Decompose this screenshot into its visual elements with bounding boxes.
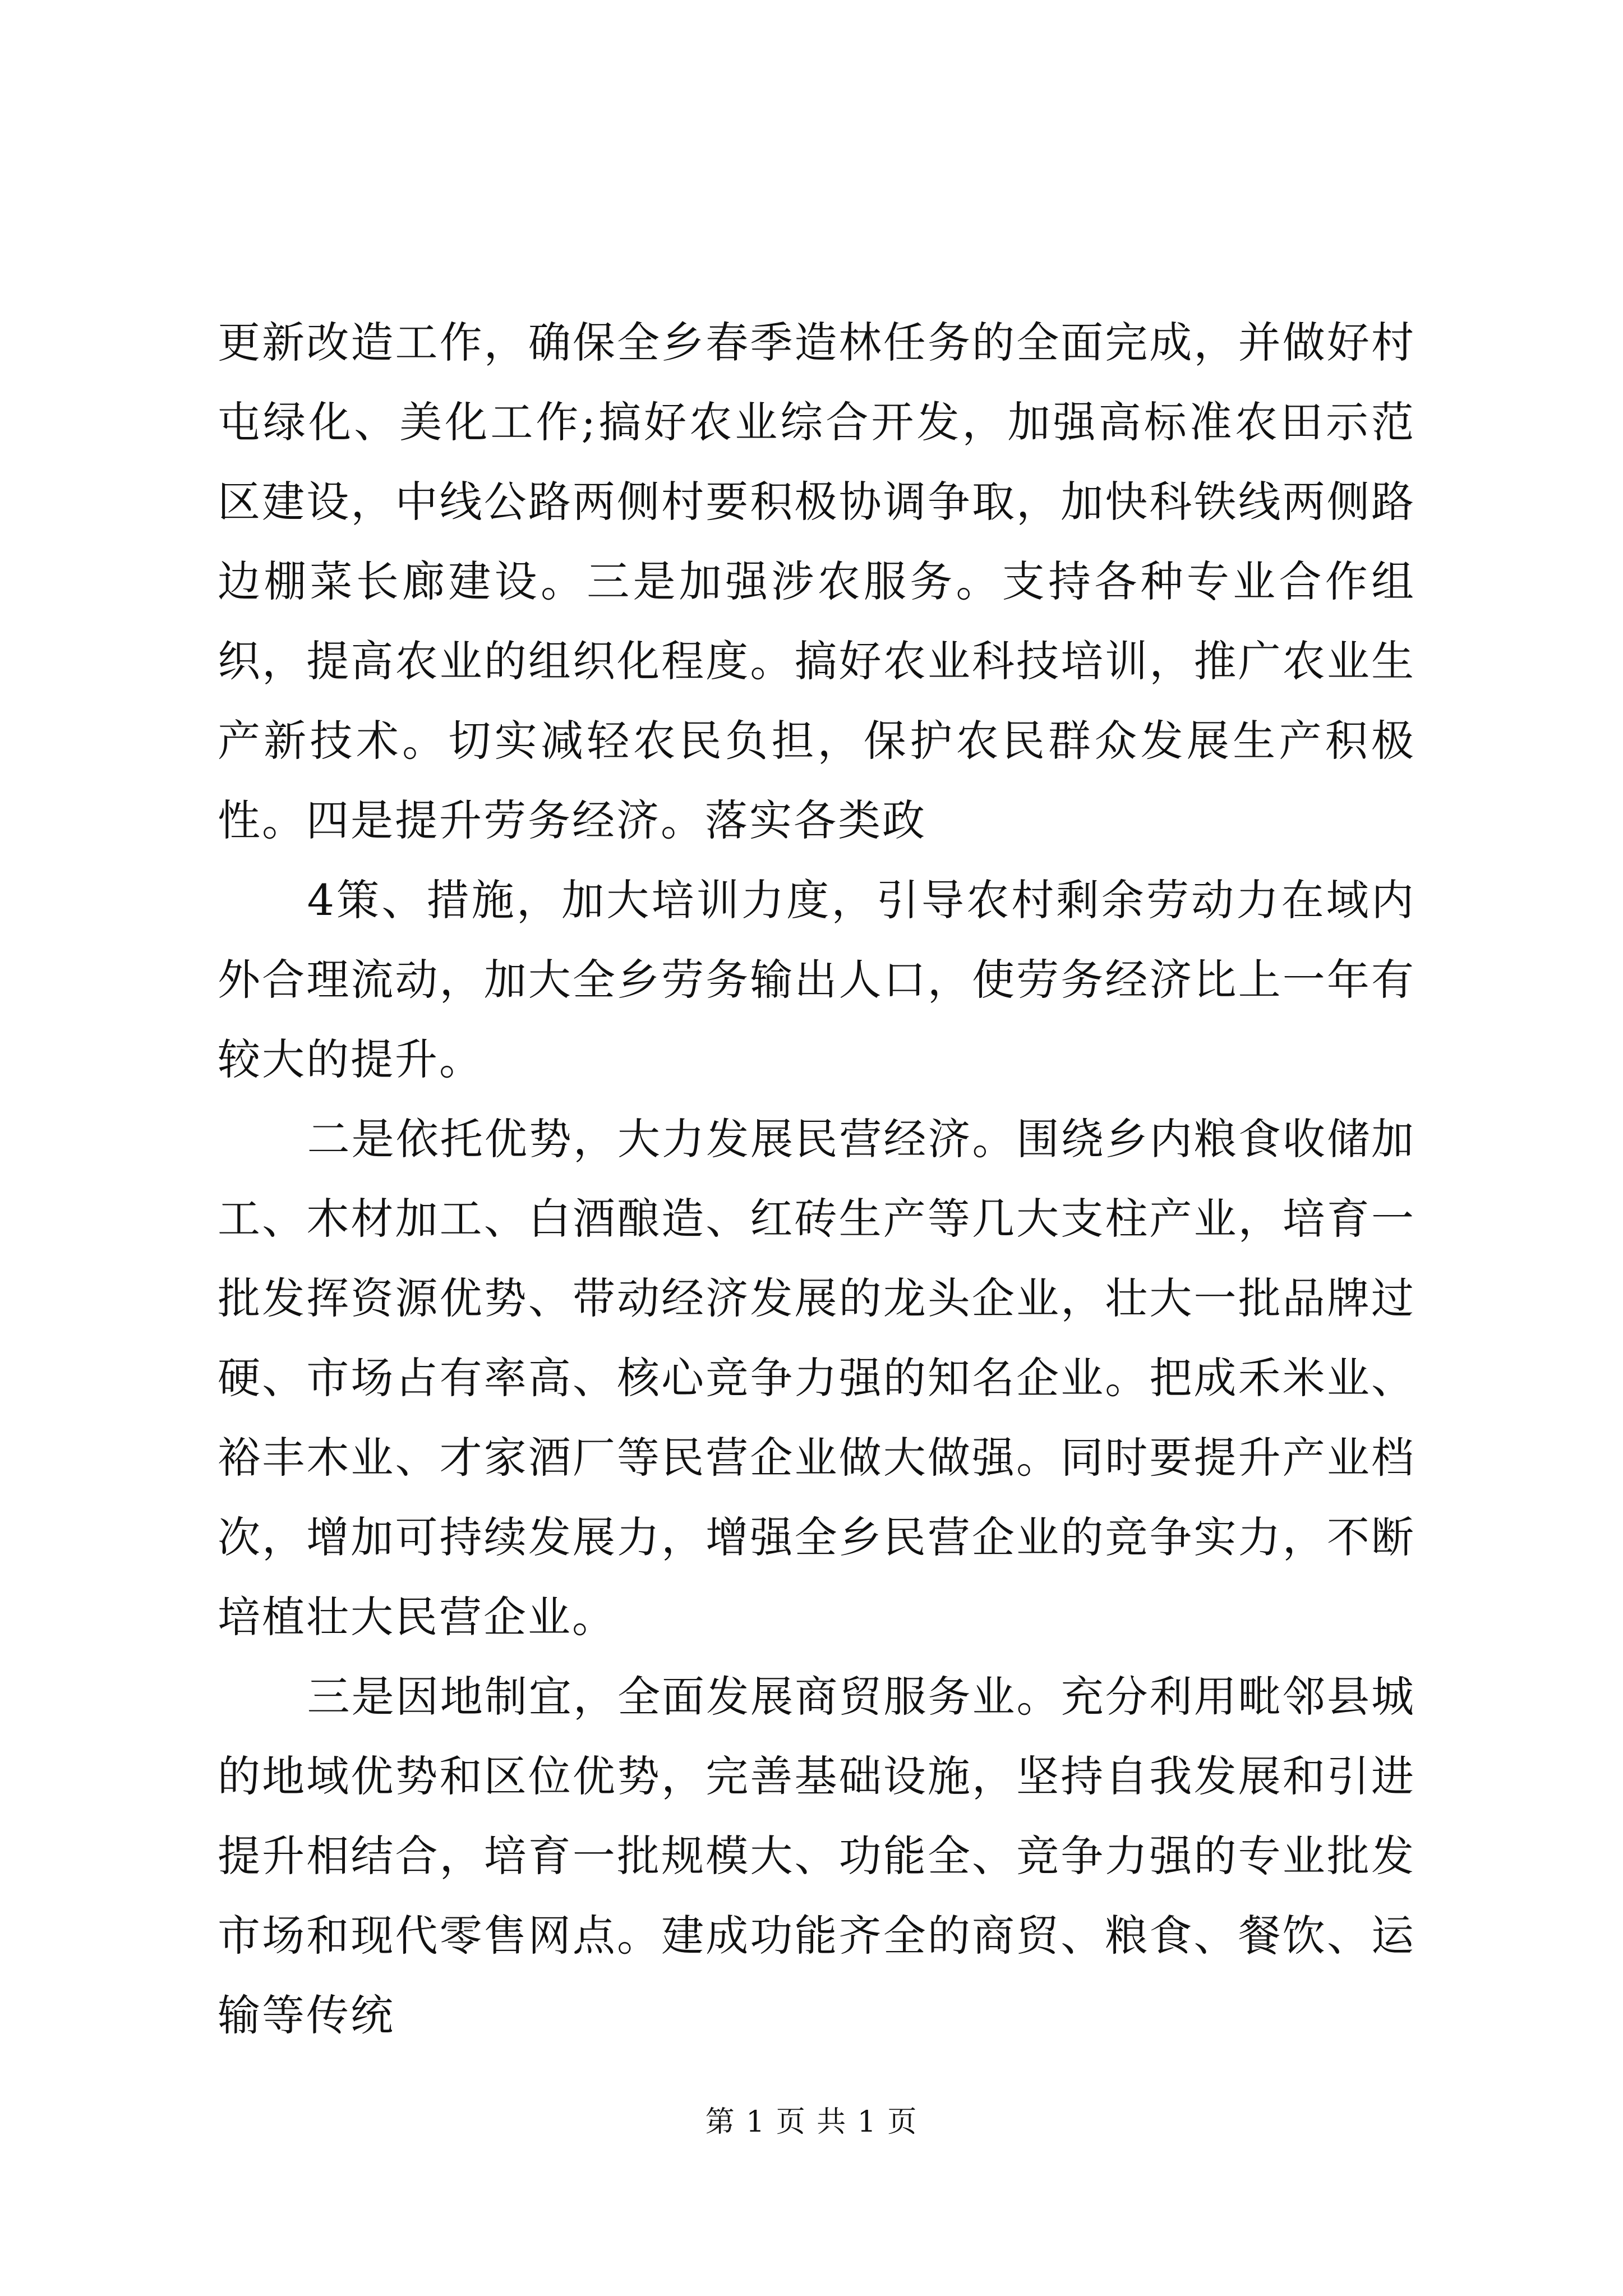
paragraph-3: 二是依托优势，大力发展民营经济。围绕乡内粮食收储加工、木材加工、白酒酿造、红砖生产等几大支柱产业，培育一批发挥资源优势、带动经济发展的龙头企业，壮大一批品牌过硬、市场占有率高、核心竞争力强的知名企业。把成禾米业、裕丰木业、才家酒厂等民营企业做大做强。同时要提升产业档次，增加可持续发展力，增强全乡民营企业的竞争实力，不断培植壮大民营企业。 <box>218 1114 1415 1642</box>
page-number-label: 第 1 页 共 1 页 <box>705 2105 918 2139</box>
paragraph-1: 更新改造工作，确保全乡春季造林任务的全面完成，并做好村屯绿化、美化工作;搞好农业综合开发，加强高标准农田示范区建设，中线公路两侧村要积极协调争取，加快科铁线两侧路边棚菜长廊建设。三是加强涉农服务。支持各种专业合作组织，提高农业的组织化程度。搞好农业科技培训，推广农业生产新技术。切实减轻农民负担，保护农民群众发展生产积极性。四是提升劳务经济。落实各类政 <box>218 318 1415 845</box>
document-body <box>218 303 1415 2055</box>
paragraph-4: 三是因地制宜，全面发展商贸服务业。充分利用毗邻县城的地域优势和区位优势，完善基础设施，坚持自我发展和引进提升相结合，培育一批规模大、功能全、竞争力强的专业批发市场和现代零售网点。建成功能齐全的商贸、粮食、餐饮、运输等传统 <box>218 1672 1415 2040</box>
paragraph-2: 4策、措施，加大培训力度，引导农村剩余劳动力在域内外合理流动，加大全乡劳务输出人口，使劳务经济比上一年有较大的提升。 <box>218 875 1415 1084</box>
page-footer <box>0 2098 1623 2140</box>
